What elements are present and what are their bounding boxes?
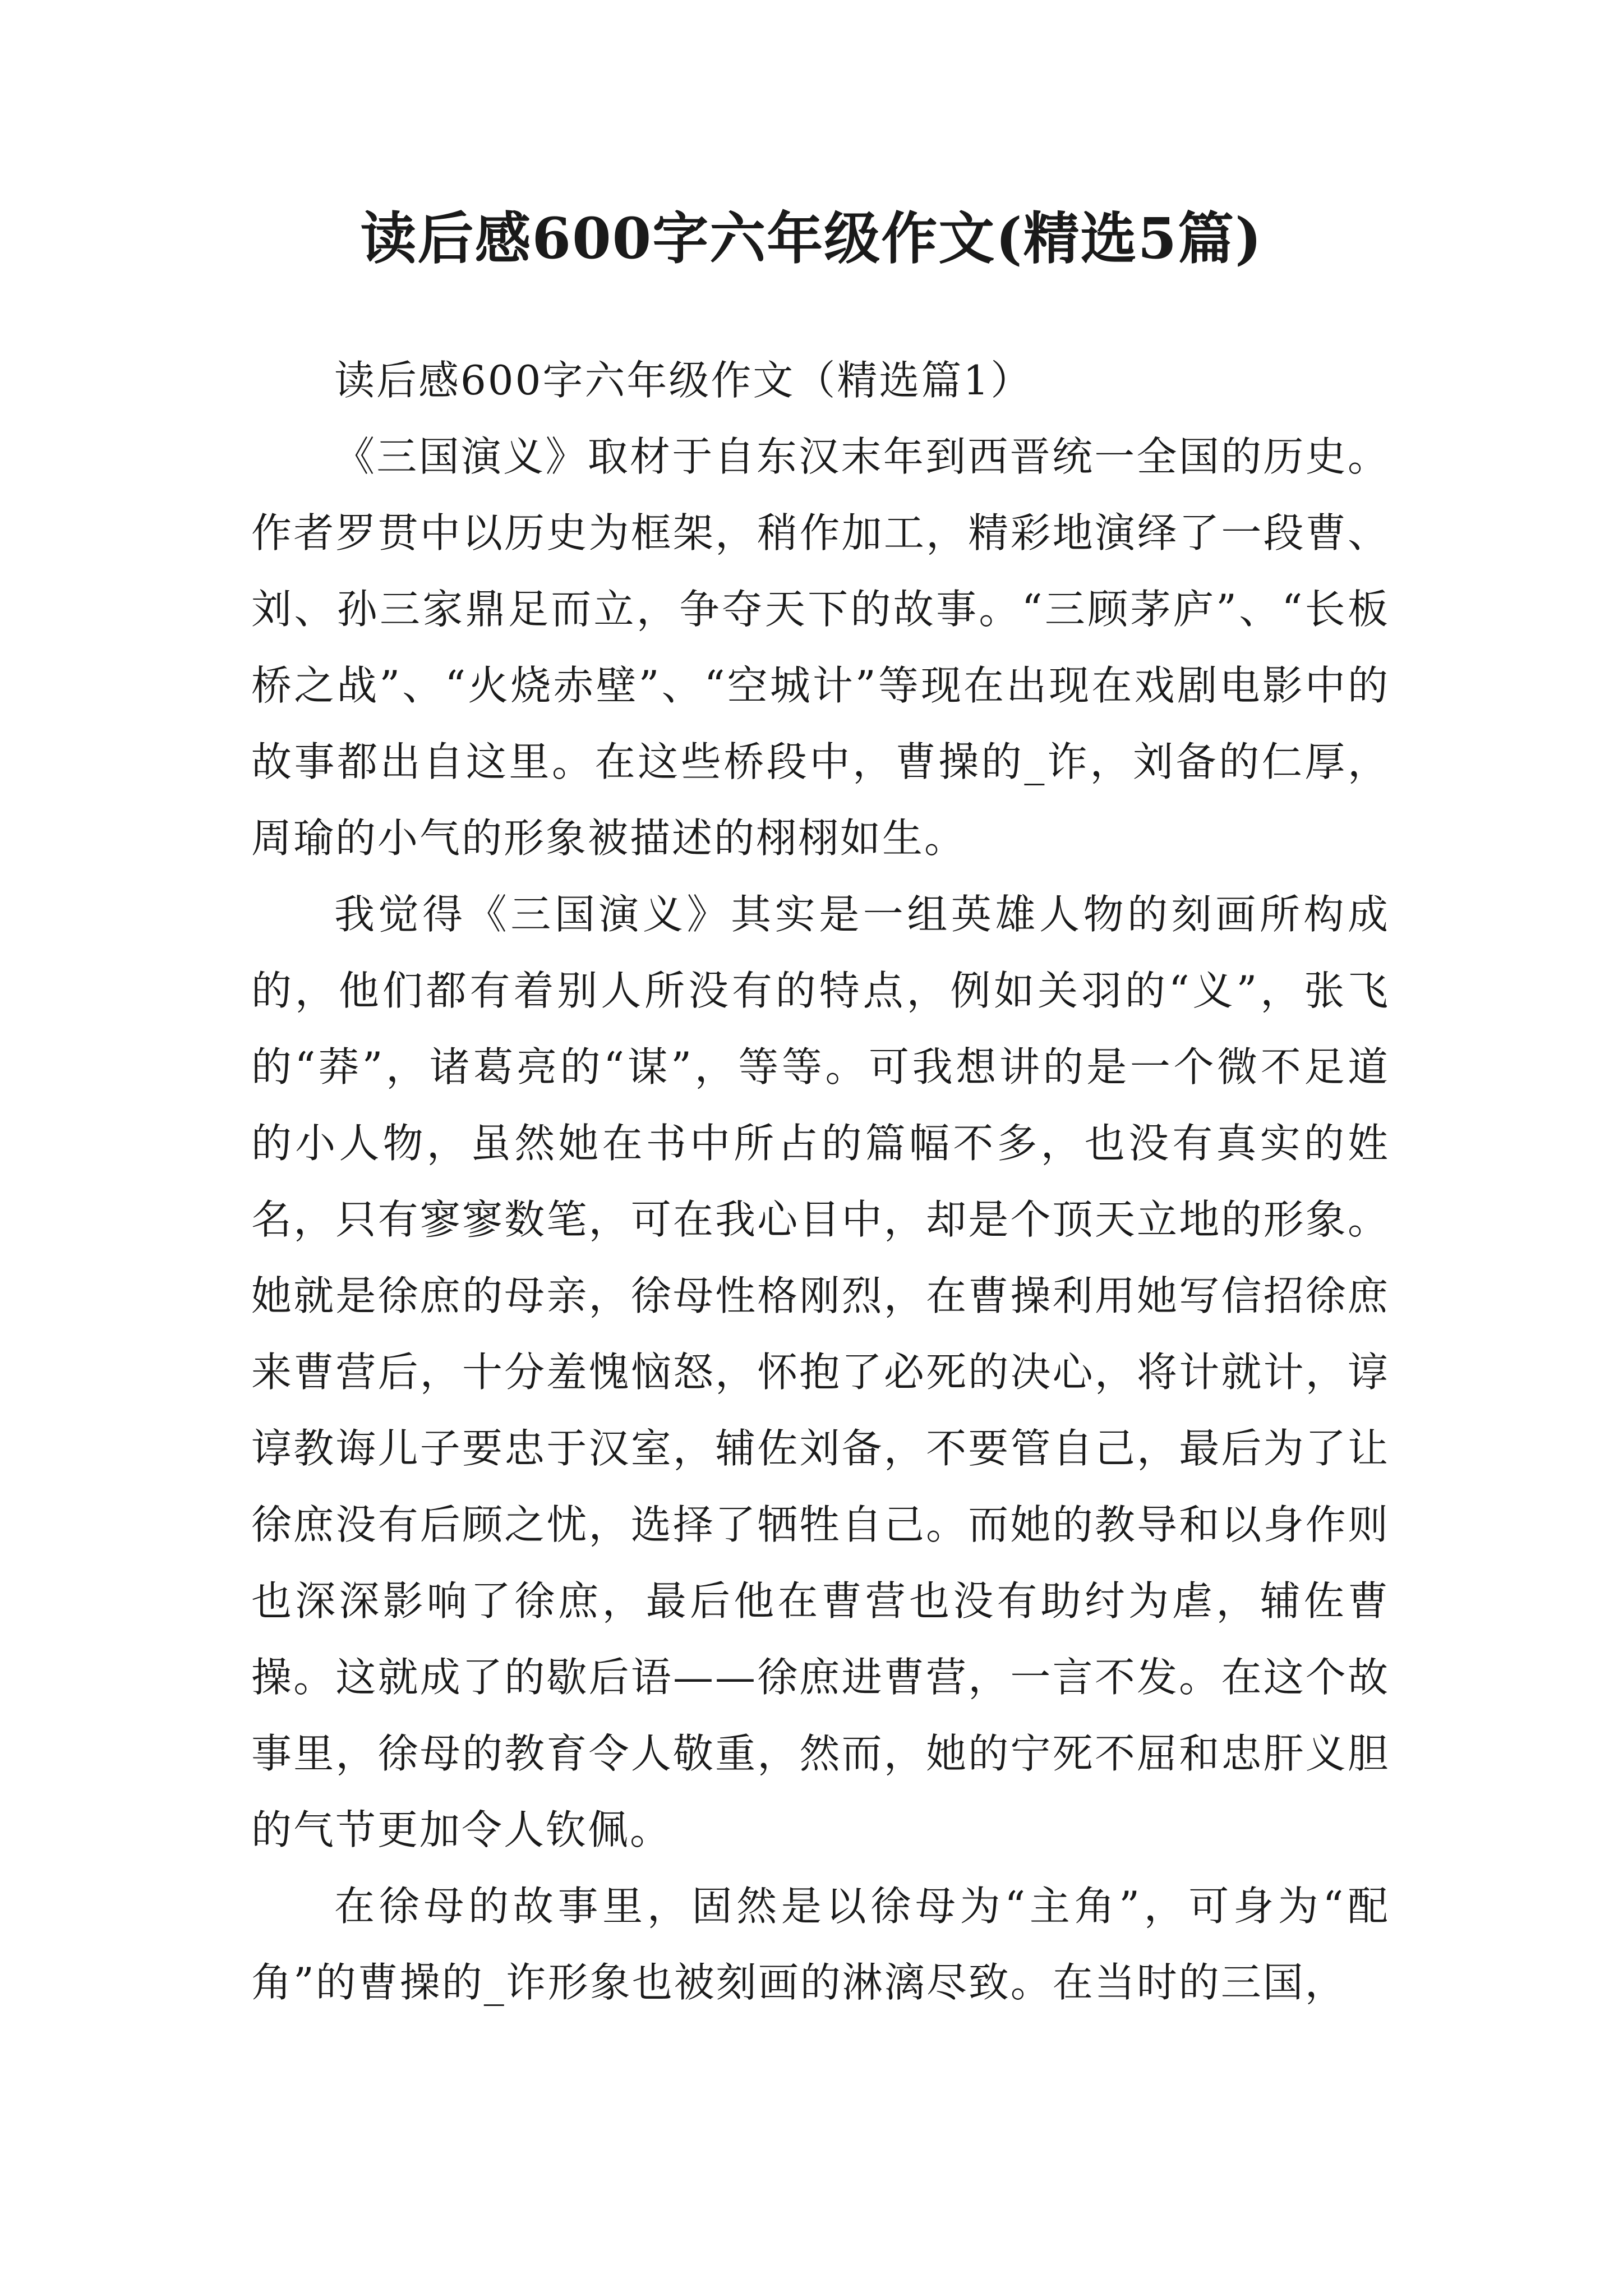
document-title: 读后感600字六年级作文(精选5篇) [360, 205, 1263, 272]
paragraph-3: 在徐母的故事里，固然是以徐母为“主角”，可身为“配角”的曹操的_诈形象也被刻画的淋漓尽致。在当时的三国， [251, 1883, 1390, 2006]
document-body [251, 342, 1390, 2021]
section-heading: 读后感600字六年级作文（精选篇1） [334, 357, 1033, 404]
paragraph-1: 《三国演义》取材于自东汉末年到西晋统一全国的历史。作者罗贯中以历史为框架，稍作加工，精彩地演绎了一段曹、刘、孙三家鼎足而立，争夺天下的故事。“三顾茅庐”、“长板桥之战”、“火烧赤壁”、“空城计”等现在出现在戏剧电影中的故事都出自这里。在这些桥段中，曹操的_诈，刘备的仁厚，周瑜的小气的形象被描述的栩栩如生。 [251, 433, 1390, 862]
paragraph-2: 我觉得《三国演义》其实是一组英雄人物的刻画所构成的，他们都有着别人所没有的特点，例如关羽的“义”，张飞的“莽”，诸葛亮的“谋”，等等。可我想讲的是一个微不足道的小人物，虽然她在书中所占的篇幅不多，也没有真实的姓名，只有寥寥数笔，可在我心目中，却是个顶天立地的形象。她就是徐庶的母亲，徐母性格刚烈，在曹操利用她写信招徐庶来曹营后，十分羞愧恼怒，怀抱了必死的决心，将计就计，谆谆教诲儿子要忠于汉室，辅佐刘备，不要管自己，最后为了让徐庶没有后顾之忧，选择了牺牲自己。而她的教导和以身作则也深深影响了徐庶，最后他在曹营也没有助纣为虐，辅佐曹操。这就成了的歇后语——徐庶进曹营，一言不发。在这个故事里，徐母的教育令人敬重，然而，她的宁死不屈和忠肝义胆的气节更加令人钦佩。 [251, 891, 1390, 1853]
